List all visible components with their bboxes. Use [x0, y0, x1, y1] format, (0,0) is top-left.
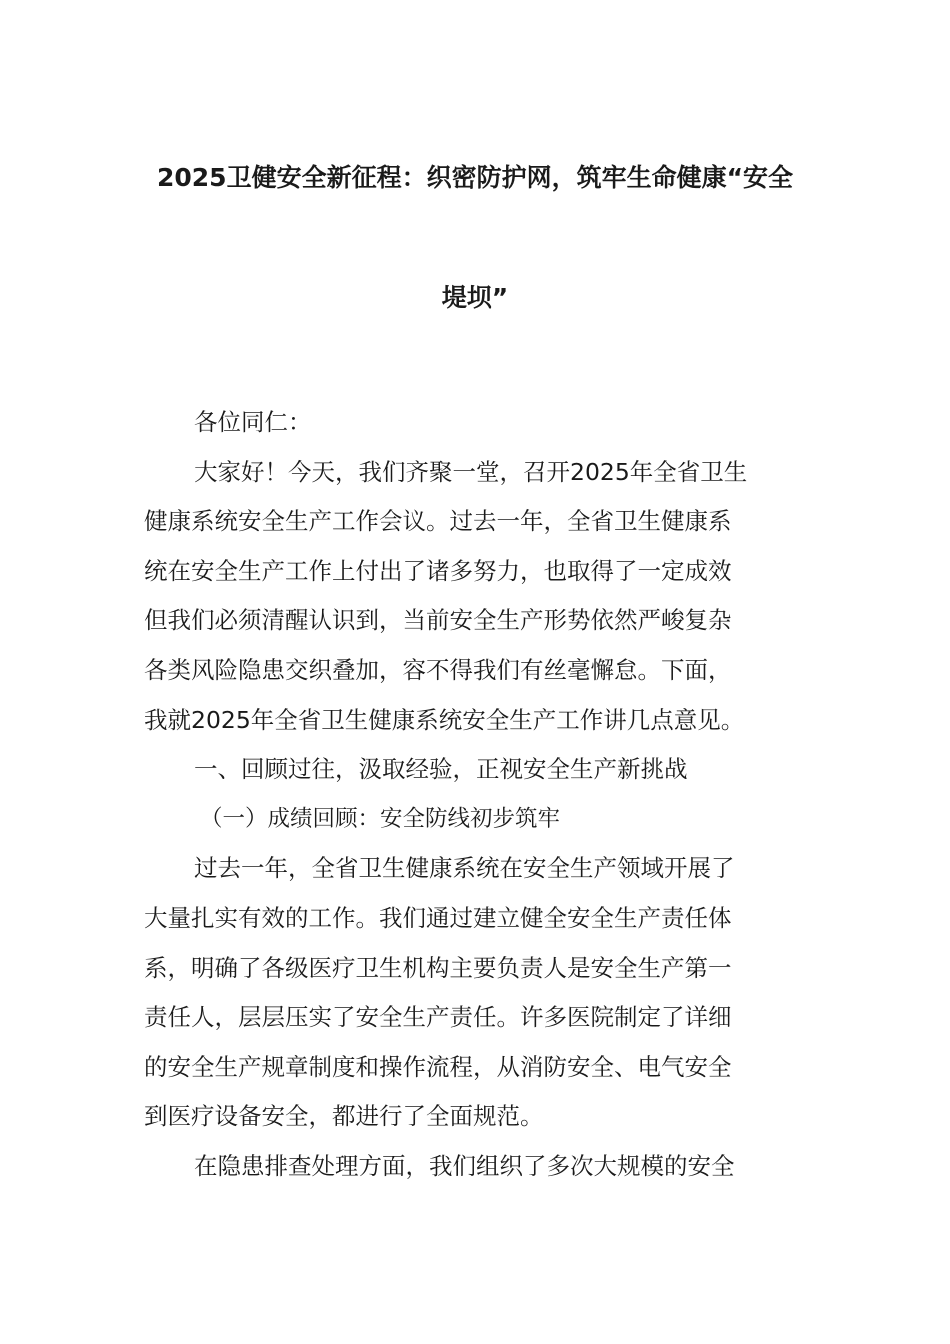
- paragraph-line: 到医疗设备安全，都进行了全面规范。: [144, 1102, 544, 1131]
- document-title-line-2: 堤坝”: [441, 283, 509, 312]
- subsection-heading: （一）成绩回顾：安全防线初步筑牢: [200, 805, 561, 832]
- paragraph-line: 大家好！今天，我们齐聚一堂，召开2025年全省卫生: [194, 457, 748, 486]
- paragraph-line: 各类风险隐患交织叠加，容不得我们有丝毫懈怠。下面，: [144, 655, 732, 684]
- section-heading: 一、回顾过往，汲取经验，正视安全生产新挑战: [194, 755, 688, 784]
- paragraph-line: 系，明确了各级医疗卫生机构主要负责人是安全生产第一: [144, 953, 732, 982]
- paragraph-line: 统在安全生产工作上付出了诸多努力，也取得了一定成效: [144, 556, 732, 585]
- paragraph-line: 责任人，层层压实了安全生产责任。许多医院制定了详细: [144, 1003, 732, 1032]
- paragraph-line: 大量扎实有效的工作。我们通过建立健全安全生产责任体: [144, 903, 732, 932]
- paragraph-line: 我就2025年全省卫生健康系统安全生产工作讲几点意见。: [144, 705, 745, 734]
- document-body: [144, 398, 814, 1192]
- paragraph-line: 过去一年，全省卫生健康系统在安全生产领域开展了: [194, 854, 735, 883]
- document-title-line-1: 2025卫健安全新征程：织密防护网，筑牢生命健康“安全: [156, 163, 793, 192]
- paragraph-line: 的安全生产规章制度和操作流程，从消防安全、电气安全: [144, 1052, 732, 1081]
- paragraph-line: 在隐患排查处理方面，我们组织了多次大规模的安全: [194, 1151, 735, 1180]
- paragraph-line: 但我们必须清醒认识到，当前安全生产形势依然严峻复杂: [144, 606, 732, 635]
- paragraph-line: 健康系统安全生产工作会议。过去一年，全省卫生健康系: [144, 507, 732, 536]
- salutation: 各位同仁：: [194, 408, 312, 436]
